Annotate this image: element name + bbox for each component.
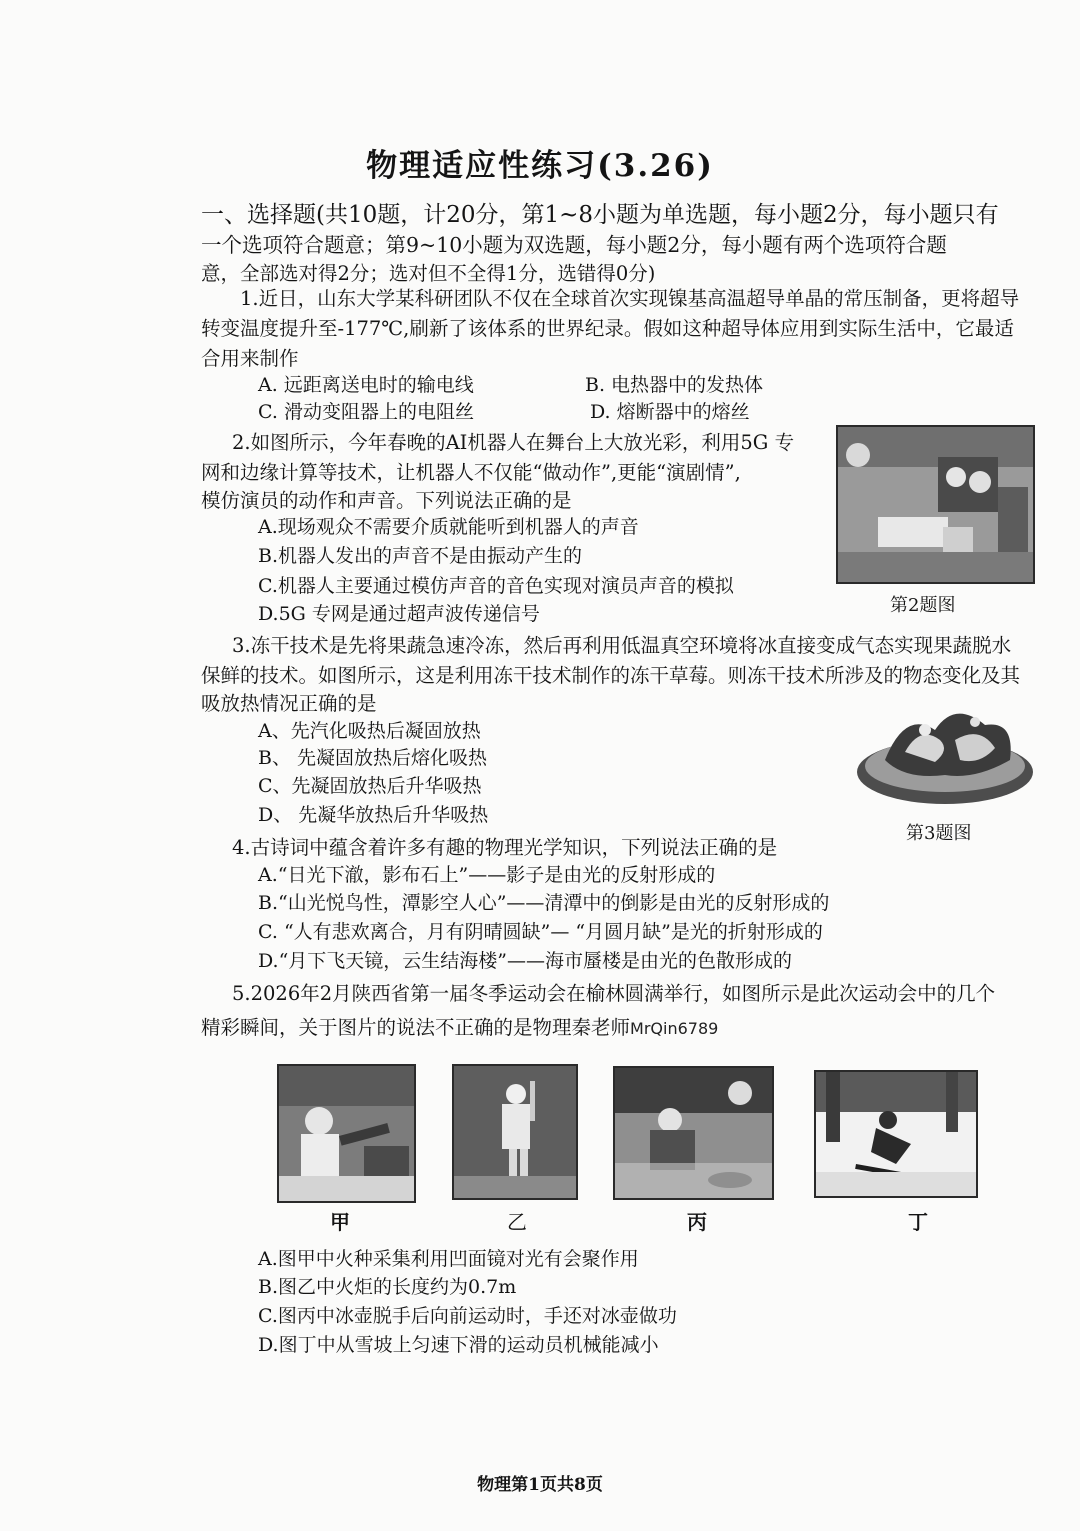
q5-stem-line-2 [201, 1012, 718, 1040]
q2-stem-line-3: 模仿演员的动作和声音。下列说法正确的是 [201, 489, 572, 512]
q4-option-b[interactable]: B.“山光悦鸟性，潭影空人心”——清潭中的倒影是由光的反射形成的 [258, 892, 830, 914]
q4-option-c[interactable]: C. “人有悲欢离合，月有阴晴圆缺”— “月圆月缺”是光的折射形成的 [258, 921, 823, 943]
q2-stem-line-1: 2.如图所示，今年春晚的AI机器人在舞台上大放光彩，利用5G 专 [232, 431, 795, 454]
photo-jia-flame-collection [277, 1064, 416, 1203]
photo-label-jia: 甲 [330, 1210, 350, 1234]
q4-option-a[interactable]: A.“日光下澈，影布石上”——影子是由光的反射形成的 [258, 864, 716, 886]
q4-option-d[interactable]: D.“月下飞天镜，云生结海楼”——海市蜃楼是由光的色散形成的 [258, 950, 793, 972]
q1-option-c[interactable]: C. 滑动变阻器上的电阻丝 [258, 401, 474, 423]
q3-option-c[interactable]: C、先凝固放热后升华吸热 [258, 775, 482, 797]
q2-option-a[interactable]: A.现场观众不需要介质就能听到机器人的声音 [258, 516, 639, 538]
q2-stem-line-2: 网和边缘计算等技术，让机器人不仅能“做动作”,更能“演剧情”, [201, 461, 741, 484]
section-heading-line-3: 意，全部选对得2分；选对但不全得1分，选错得0分) [201, 262, 656, 285]
photo-ding-skier [814, 1070, 978, 1198]
robot-stage-photo [836, 425, 1035, 584]
q2-figure-caption: 第2题图 [890, 595, 956, 616]
q5-stem-text: 精彩瞬间，关于图片的说法不正确的是物理秦老师 [201, 1016, 631, 1039]
q5-option-c[interactable]: C.图丙中冰壶脱手后向前运动时，手还对冰壶做功 [258, 1305, 677, 1327]
q4-stem: 4.古诗词中蕴含着许多有趣的物理光学知识，下列说法正确的是 [232, 836, 778, 859]
photo-yi-torch-bearer [452, 1064, 578, 1200]
q1-option-d[interactable]: D. 熔断器中的熔丝 [590, 401, 750, 423]
q1-option-a[interactable]: A. 远距离送电时的输电线 [258, 374, 474, 396]
photo-label-ding: 丁 [908, 1210, 928, 1234]
q2-option-c[interactable]: C.机器人主要通过模仿声音的音色实现对演员声音的模拟 [258, 575, 734, 597]
q3-stem-line-1: 3.冻干技术是先将果蔬急速冷冻，然后再利用低温真空环境将冰直接变成气态实现果蔬脱水 [232, 634, 1012, 657]
q5-stem-line-1: 5.2026年2月陕西省第一届冬季运动会在榆林圆满举行，如图所示是此次运动会中的几个 [232, 982, 996, 1005]
q5-option-b[interactable]: B.图乙中火炬的长度约为0.7m [258, 1276, 517, 1298]
q3-figure-caption: 第3题图 [906, 823, 972, 844]
q1-stem-line-3: 合用来制作 [201, 347, 299, 370]
q1-stem-line-2: 转变温度提升至-177℃,刷新了该体系的世界纪录。假如这种超导体应用到实际生活中，它最适 [201, 317, 1014, 340]
q1-stem-line-1: 1.近日，山东大学某科研团队不仅在全球首次实现镍基高温超导单晶的常压制备，更将超导 [240, 287, 1020, 310]
q3-stem-line-3: 吸放热情况正确的是 [201, 692, 377, 715]
photo-label-yi: 乙 [507, 1210, 527, 1234]
freeze-dried-strawberry-image [855, 690, 1035, 810]
q1-option-b[interactable]: B. 电热器中的发热体 [585, 374, 764, 396]
section-heading-line-1: 一、选择题(共10题，计20分，第1~8小题为单选题，每小题2分，每小题只有 [201, 202, 999, 228]
q5-option-d[interactable]: D.图丁中从雪坡上匀速下滑的运动员机械能减小 [258, 1334, 659, 1356]
q3-stem-line-2: 保鲜的技术。如图所示，这是利用冻干技术制作的冻干草莓。则冻干技术所涉及的物态变化及其 [201, 664, 1021, 687]
photo-bing-curling [613, 1066, 774, 1200]
section-heading-line-2: 一个选项符合题意；第9~10小题为双选题，每小题2分，每小题有两个选项符合题 [201, 233, 947, 257]
q3-option-a[interactable]: A、先汽化吸热后凝固放热 [258, 720, 481, 742]
q5-option-a[interactable]: A.图甲中火种采集利用凹面镜对光有会聚作用 [258, 1248, 639, 1270]
q2-option-d[interactable]: D.5G 专网是通过超声波传递信号 [258, 603, 540, 625]
q3-option-b[interactable]: B、 先凝固放热后熔化吸热 [258, 747, 488, 769]
q3-option-d[interactable]: D、 先凝华放热后升华吸热 [258, 804, 489, 826]
photo-label-bing: 丙 [687, 1210, 707, 1234]
q2-option-b[interactable]: B.机器人发出的声音不是由振动产生的 [258, 545, 583, 567]
page-title: 物理适应性练习(3.26) [366, 148, 714, 184]
page-footer: 物理第1页共8页 [477, 1475, 603, 1495]
teacher-watermark: MrQin6789 [630, 1019, 719, 1038]
